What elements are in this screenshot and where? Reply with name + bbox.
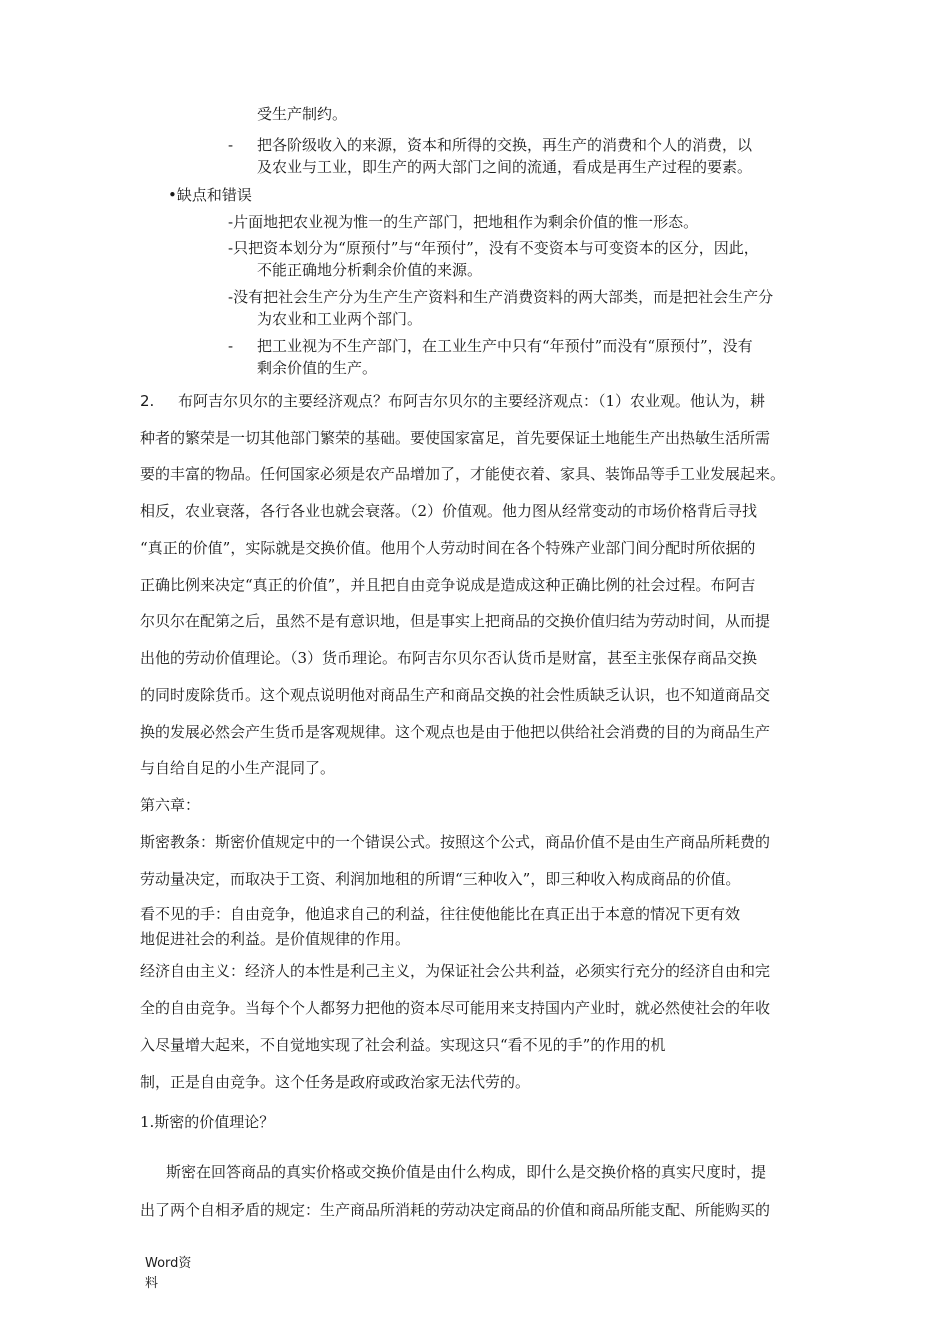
text-line: 的同时废除货币。这个观点说明他对商品生产和商品交换的社会性质缺乏认识，也不知道商品交 xyxy=(140,686,771,704)
text-line: 换的发展必然会产生货币是客观规律。这个观点也是由于他把以供给社会消费的目的为商品生产 xyxy=(140,723,771,741)
text-line: 出了两个自相矛盾的规定：生产商品所消耗的劳动决定商品的价值和商品所能支配、所能购买的 xyxy=(140,1201,771,1219)
chapter-title: 第六章： xyxy=(140,796,201,814)
text-line: 剩余价值的生产。 xyxy=(257,359,378,377)
text-line: 入尽量增大起来，不自觉地实现了社会利益。实现这只“看不见的手”的作用的机 xyxy=(140,1036,666,1054)
dash-marker: - xyxy=(228,337,234,355)
text-line: 种者的繁荣是一切其他部门繁荣的基础。要使国家富足，首先要保证土地能生产出热敏生活所需 xyxy=(140,429,771,447)
text-line: 不能正确地分析剩余价值的来源。 xyxy=(257,261,483,279)
dash-marker: - xyxy=(228,136,234,154)
text-line: 布阿吉尔贝尔的主要经济观点？布阿吉尔贝尔的主要经济观点：（1）农业观。他认为，耕 xyxy=(178,392,766,410)
text-line: 及农业与工业，即生产的两大部门之间的流通，看成是再生产过程的要素。 xyxy=(257,158,753,176)
text-line: -只把资本划分为“原预付”与“年预付”，没有不变资本与可变资本的区分，因此， xyxy=(228,239,759,257)
text-line: 相反，农业衰落，各行各业也就会衰落。（2）价值观。他力图从经常变动的市场价格背后寻找 xyxy=(140,502,758,520)
text-line: 劳动量决定，而取决于工资、利润加地租的所谓“三种收入”，即三种收入构成商品的价值。 xyxy=(140,870,741,888)
text-line: 与自给自足的小生产混同了。 xyxy=(140,759,336,777)
text-line: 正确比例来决定“真正的价值”，并且把自由竞争说成是造成这种正确比例的社会过程。布阿吉 xyxy=(140,576,756,594)
text-line: -片面地把农业视为惟一的生产部门，把地租作为剩余价值的惟一形态。 xyxy=(228,213,699,231)
text-line: 经济自由主义：经济人的本性是利己主义，为保证社会公共利益，必须实行充分的经济自由和完 xyxy=(140,962,771,980)
heading-flaws: •缺点和错误 xyxy=(168,186,252,204)
text-line: 尔贝尔在配第之后，虽然不是有意识地，但是事实上把商品的交换价值归结为劳动时间，从而提 xyxy=(140,612,771,630)
text-line: 看不见的手：自由竞争，他追求自己的利益，往往使他能比在真正出于本意的情况下更有效 xyxy=(140,905,741,923)
text-line: 全的自由竞争。当每个个人都努力把他的资本尽可能用来支持国内产业时，就必然使社会的年收 xyxy=(140,999,771,1017)
text-line: 制，正是自由竞争。这个任务是政府或政治家无法代劳的。 xyxy=(140,1073,531,1091)
text-line: 把工业视为不生产部门，在工业生产中只有“年预付”而没有“原预付”，没有 xyxy=(257,337,753,355)
text-line: 要的丰富的物品。任何国家必须是农产品增加了，才能使衣着、家具、装饰品等手工业发展起来。 xyxy=(140,465,786,483)
footer-label: 料 xyxy=(145,1276,159,1291)
footer-label: Word资 xyxy=(145,1256,192,1271)
text-line: 为农业和工业两个部门。 xyxy=(257,310,423,328)
text-line: 受生产制约。 xyxy=(257,105,348,123)
text-line: 出他的劳动价值理论。（3）货币理论。布阿吉尔贝尔否认货币是财富，甚至主张保存商品交换 xyxy=(140,649,758,667)
text-line: 斯密在回答商品的真实价格或交换价值是由什么构成，即什么是交换价格的真实尺度时，提 xyxy=(166,1163,767,1181)
text-line: 把各阶级收入的来源，资本和所得的交换，再生产的消费和个人的消费，以 xyxy=(257,136,753,154)
question-heading: 1.斯密的价值理论？ xyxy=(140,1113,275,1131)
text-line: “真正的价值”，实际就是交换价值。他用个人劳动时间在各个特殊产业部门间分配时所依据的 xyxy=(140,539,756,557)
text-line: 斯密教条：斯密价值规定中的一个错误公式。按照这个公式，商品价值不是由生产商品所耗费的 xyxy=(140,833,771,851)
text-line: 地促进社会的利益。是价值规律的作用。 xyxy=(140,930,411,948)
text-line: -没有把社会生产分为生产生产资料和生产消费资料的两大部类，而是把社会生产分 xyxy=(228,288,774,306)
section-number: 2. xyxy=(140,392,155,410)
